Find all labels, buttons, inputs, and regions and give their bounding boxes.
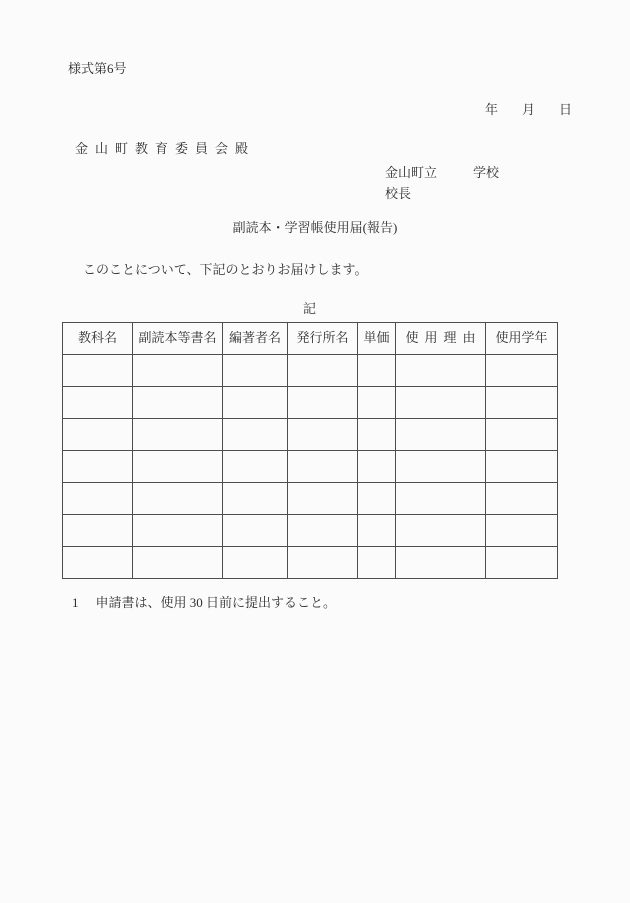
table-cell (133, 515, 223, 547)
table-cell (486, 515, 558, 547)
header-subject: 教科名 (63, 323, 133, 355)
table-cell (223, 547, 288, 579)
table-cell (133, 547, 223, 579)
table-cell (63, 419, 133, 451)
table-row (63, 547, 558, 579)
table-cell (223, 419, 288, 451)
addressee: 金山町教育委員会殿 (75, 141, 256, 156)
table-cell (396, 355, 486, 387)
table-cell (358, 483, 396, 515)
table-cell (396, 547, 486, 579)
table-cell (63, 387, 133, 419)
table-cell (63, 483, 133, 515)
table-row (63, 451, 558, 483)
table-cell (223, 451, 288, 483)
header-author: 編著者名 (223, 323, 288, 355)
table-cell (288, 419, 358, 451)
table-cell (486, 451, 558, 483)
usage-table (62, 322, 558, 579)
note-line (72, 596, 336, 611)
table-cell (288, 515, 358, 547)
table-cell (358, 547, 396, 579)
table-cell (288, 355, 358, 387)
table-cell (133, 419, 223, 451)
table-row (63, 515, 558, 547)
table-cell (288, 483, 358, 515)
header-book-title: 副読本等書名 (133, 323, 223, 355)
table-cell (396, 515, 486, 547)
table-cell (133, 387, 223, 419)
header-reason: 使用理由 (396, 323, 486, 355)
header-grade: 使用学年 (486, 323, 558, 355)
table-cell (223, 355, 288, 387)
table-cell (63, 515, 133, 547)
table-cell (396, 419, 486, 451)
table-cell (288, 387, 358, 419)
table-cell (358, 451, 396, 483)
table-cell (288, 547, 358, 579)
table-header-row (63, 323, 558, 355)
table-body (63, 355, 558, 579)
date-line (485, 103, 572, 118)
table-row (63, 355, 558, 387)
table-cell (133, 451, 223, 483)
table-cell (223, 483, 288, 515)
table-cell (358, 387, 396, 419)
table-cell (358, 355, 396, 387)
table-cell (486, 419, 558, 451)
table-cell (486, 483, 558, 515)
header-unit-price: 単価 (358, 323, 396, 355)
note-number: 1 (72, 595, 79, 610)
table-cell (63, 547, 133, 579)
school-suffix: 学校 (473, 165, 500, 180)
table-cell (223, 515, 288, 547)
table-row (63, 419, 558, 451)
table-cell (358, 515, 396, 547)
table-cell (133, 483, 223, 515)
table-row (63, 387, 558, 419)
table-cell (63, 355, 133, 387)
table-cell (223, 387, 288, 419)
table-cell (396, 451, 486, 483)
table-cell (396, 483, 486, 515)
document-title: 副読本・学習帳使用届(報告) (232, 220, 398, 235)
header-publisher: 発行所名 (288, 323, 358, 355)
date-day-label: 日 (559, 102, 573, 117)
table-cell (486, 355, 558, 387)
school-line (385, 166, 499, 181)
table-cell (63, 451, 133, 483)
table-cell (288, 451, 358, 483)
usage-table-wrap (62, 322, 558, 579)
date-month-label: 月 (522, 102, 536, 117)
date-year-label: 年 (485, 102, 499, 117)
note-text: 申請書は、使用 30 日前に提出すること。 (95, 595, 337, 610)
table-cell (396, 387, 486, 419)
table-cell (486, 387, 558, 419)
table-row (63, 483, 558, 515)
form-number: 様式第6号 (68, 61, 127, 76)
table-cell (133, 355, 223, 387)
principal-label: 校長 (385, 186, 412, 201)
body-text: このことについて、下記のとおりお届けします。 (83, 262, 368, 277)
table-cell (358, 419, 396, 451)
table-caption: 記 (302, 301, 316, 316)
school-prefix: 金山町立 (385, 165, 438, 180)
table-cell (486, 547, 558, 579)
